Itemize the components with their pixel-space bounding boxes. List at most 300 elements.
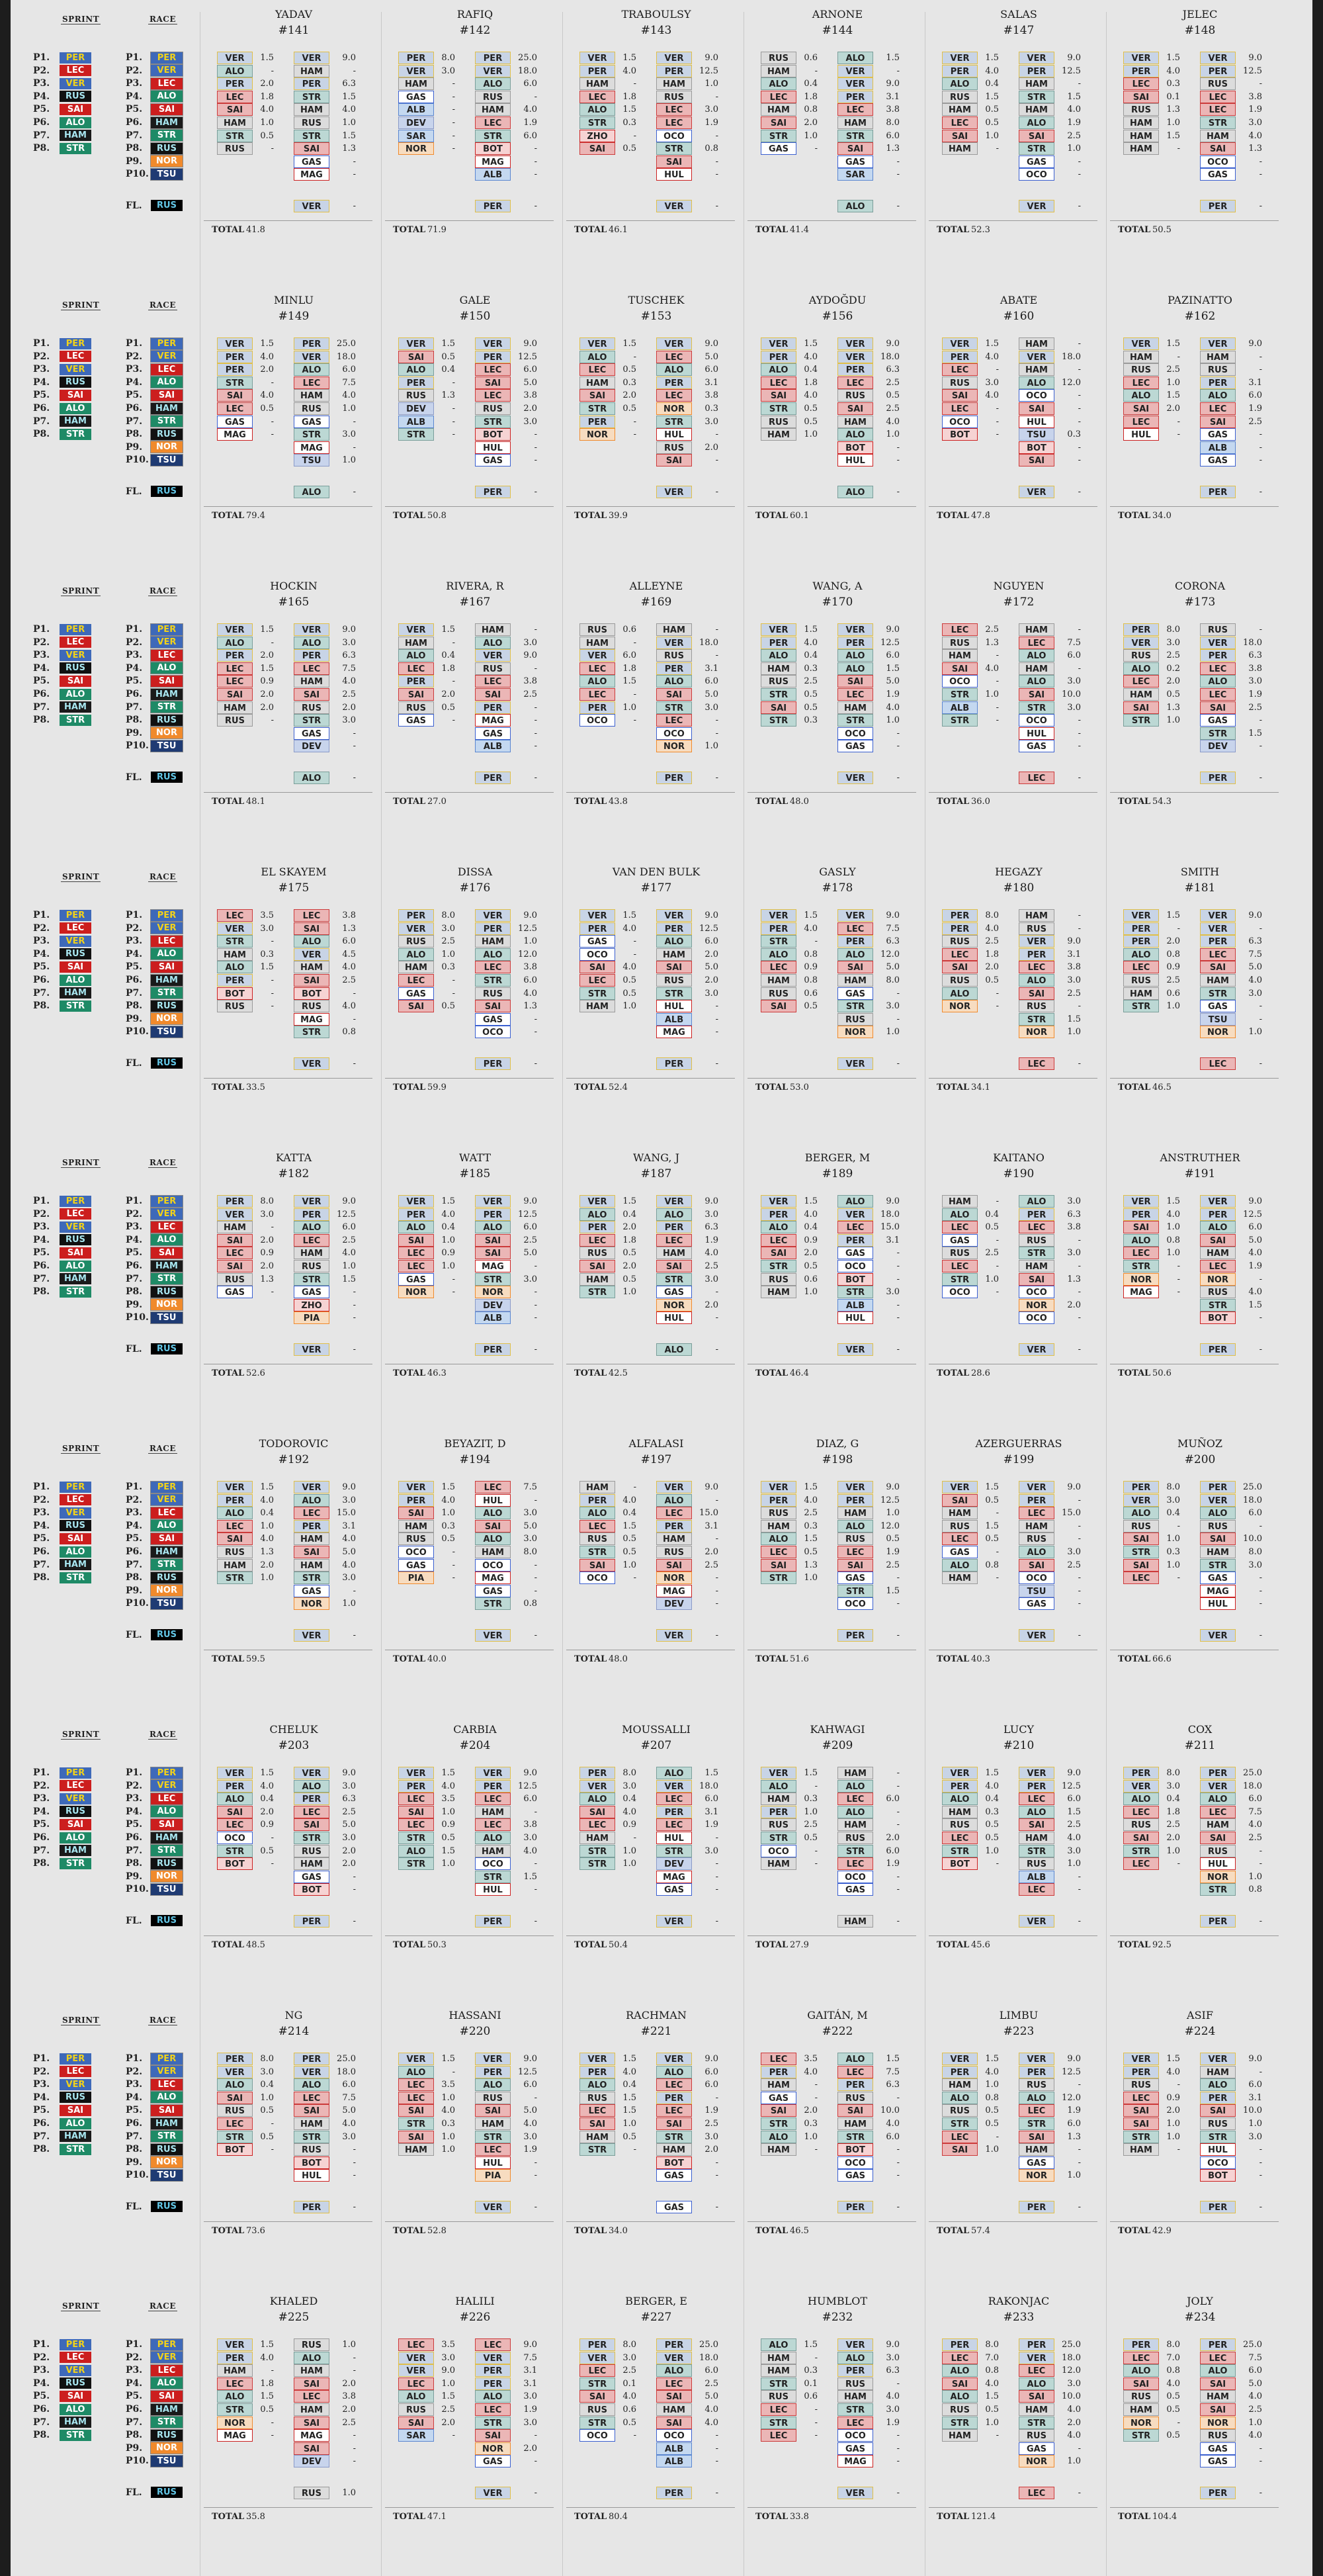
total-rule: [204, 2507, 372, 2508]
sprint-pick: SAI: [1123, 1832, 1159, 1844]
race-pick: HAM: [294, 103, 329, 116]
race-position-label: P4.: [126, 1234, 143, 1245]
total-label: TOTAL: [574, 511, 607, 521]
player-total: 42.5: [609, 1368, 628, 1379]
race-pick: ALO: [475, 1221, 511, 1233]
race-position-label: P9.: [126, 155, 143, 167]
race-pick: PER: [475, 351, 511, 363]
sprint-pick: ALO: [942, 1559, 978, 1572]
sprint-result-driver: ALO: [60, 1546, 91, 1558]
race-pick: OCO: [1019, 1311, 1054, 1324]
race-pick-points: 5.0: [1248, 1235, 1262, 1245]
sprint-pick-points: -: [271, 429, 274, 440]
sprint-pick-points: -: [452, 1274, 455, 1284]
sprint-pick-points: -: [996, 1196, 999, 1206]
fastest-lap-pick: VER: [1019, 486, 1054, 498]
race-pick-points: -: [896, 2157, 900, 2168]
race-pick: HAM: [294, 65, 329, 77]
sprint-pick-points: -: [996, 2430, 999, 2441]
race-result-driver: PER: [151, 52, 183, 64]
sprint-pick: VER: [398, 2364, 434, 2377]
race-pick-points: 6.0: [704, 676, 718, 687]
race-pick: GAS: [1019, 155, 1054, 168]
race-pick: VER: [294, 52, 329, 64]
sprint-pick-points: -: [996, 365, 999, 375]
sprint-pick: SAI: [942, 2143, 978, 2156]
race-pick: PER: [475, 922, 511, 935]
race-pick: GAS: [294, 155, 329, 168]
race-pick-points: 6.3: [1248, 936, 1262, 947]
race-pick: LEC: [837, 1221, 873, 1233]
race-pick: LEC: [656, 351, 692, 363]
total-rule: [385, 2507, 554, 2508]
race-pick-points: 3.0: [1067, 1547, 1081, 1557]
player-total: 45.6: [971, 1940, 990, 1951]
player-number: #223: [1003, 2025, 1035, 2038]
race-pick: GAS: [1019, 1597, 1054, 1610]
race-pick-points: 1.9: [523, 2145, 537, 2155]
race-position-label: P7.: [126, 1845, 143, 1856]
race-pick-points: 3.0: [886, 1287, 900, 1298]
sprint-pick-points: -: [452, 91, 455, 102]
race-pick-points: 2.5: [342, 1235, 356, 1245]
fastest-lap-pick: GAS: [656, 2201, 692, 2213]
sprint-pick-points: 9.0: [441, 2366, 455, 2376]
sprint-pick: VER: [398, 1195, 434, 1208]
race-pick-points: 7.5: [1248, 1806, 1262, 1817]
race-pick-points: -: [1078, 1585, 1081, 1596]
race-pick: SAI: [475, 1247, 511, 1259]
race-pick: ALO: [1200, 2078, 1236, 2091]
race-pick: NOR: [1200, 1871, 1236, 1883]
sprint-pick: HAM: [942, 2429, 978, 2442]
player-total: 52.6: [246, 1368, 265, 1379]
fastest-lap-driver: RUS: [151, 2201, 183, 2212]
race-pick-points: 18.0: [1062, 351, 1081, 362]
sprint-pick-points: 0.5: [1166, 2405, 1180, 2415]
race-pick: VER: [475, 1195, 511, 1208]
race-pick-points: 4.0: [342, 676, 356, 687]
race-pick: ALO: [837, 662, 873, 675]
sprint-pick: HAM: [942, 1572, 978, 1584]
race-pick: LEC: [656, 2377, 692, 2390]
sprint-pick: VER: [398, 337, 434, 350]
player-number: #185: [459, 1167, 491, 1180]
race-pick-points: -: [1078, 1001, 1081, 1012]
sprint-position-label: P5.: [33, 1247, 50, 1259]
sprint-pick-points: 1.5: [441, 339, 455, 349]
race-pick-points: 1.5: [523, 1871, 537, 1882]
sprint-pick-points: -: [1177, 1274, 1180, 1284]
sprint-pick: STR: [1123, 1845, 1159, 1857]
sprint-pick: ALO: [1123, 389, 1159, 402]
race-pick-points: 6.0: [523, 365, 537, 375]
sprint-pick: PER: [217, 1780, 253, 1793]
race-result-driver: VER: [151, 2066, 183, 2077]
race-pick: VER: [294, 351, 329, 363]
race-pick-points: 1.5: [704, 1768, 718, 1778]
sprint-pick-points: 1.5: [804, 1482, 818, 1492]
sprint-pick-points: -: [1177, 1261, 1180, 1271]
race-pick-points: 6.0: [523, 1794, 537, 1804]
sprint-pick-points: 1.8: [804, 91, 818, 102]
race-pick: HAM: [1019, 2143, 1054, 2156]
race-pick-points: 1.0: [342, 404, 356, 414]
race-pick-points: -: [896, 2170, 900, 2181]
sprint-pick-points: 4.0: [622, 2391, 636, 2402]
sprint-pick: SAI: [398, 2104, 434, 2117]
race-pick-points: -: [353, 2352, 356, 2363]
sprint-pick-points: 1.5: [441, 2391, 455, 2402]
race-pick-points: 4.0: [523, 1845, 537, 1856]
race-pick-points: 2.0: [342, 1845, 356, 1856]
race-pick-points: -: [353, 728, 356, 738]
fastest-lap-points: -: [353, 200, 356, 211]
race-pick-points: 10.0: [880, 2106, 900, 2116]
race-pick-points: 1.0: [342, 1261, 356, 1271]
player-name: KAHWAGI: [810, 1723, 865, 1736]
race-pick-points: 18.0: [1243, 1781, 1262, 1791]
race-pick-points: 4.0: [886, 2119, 900, 2129]
fastest-lap-pick: PER: [294, 2201, 329, 2213]
race-result-driver: HAM: [151, 975, 183, 986]
sprint-pick-points: 1.5: [804, 910, 818, 920]
sprint-pick: HAM: [1123, 142, 1159, 155]
fastest-lap-points: -: [715, 1058, 718, 1069]
sprint-pick: RUS: [1123, 103, 1159, 116]
fastest-lap-points: -: [896, 1916, 900, 1926]
sprint-position-label: P8.: [33, 1000, 50, 1012]
sprint-pick-points: -: [996, 144, 999, 154]
race-pick-points: 12.5: [518, 923, 537, 934]
race-pick-points: 25.0: [337, 339, 356, 349]
fastest-lap-points: -: [1078, 1344, 1081, 1355]
sprint-pick: HAM: [761, 2078, 796, 2091]
fastest-lap-label: FL.: [126, 772, 142, 783]
sprint-position-label: P7.: [33, 416, 50, 427]
sprint-pick: SAR: [398, 130, 434, 142]
sprint-pick: ALO: [579, 1793, 615, 1805]
sprint-pick-points: 1.5: [622, 1521, 636, 1531]
total-label: TOTAL: [1118, 797, 1151, 807]
race-pick: RUS: [475, 662, 511, 675]
race-pick: SAI: [837, 402, 873, 415]
race-position-label: P8.: [126, 1286, 143, 1298]
race-position-label: P7.: [126, 987, 143, 999]
score-block: [11, 2287, 1312, 2573]
race-pick: SAI: [656, 2117, 692, 2130]
race-pick: NOR: [1019, 2455, 1054, 2467]
sprint-pick: PER: [761, 637, 796, 649]
race-pick: LEC: [294, 377, 329, 389]
race-pick: SAI: [837, 2104, 873, 2117]
race-pick-points: 3.0: [342, 1781, 356, 1791]
race-pick: PER: [656, 922, 692, 935]
race-pick-points: -: [353, 2145, 356, 2155]
race-pick-points: -: [896, 1599, 900, 1609]
sprint-position-label: P7.: [33, 130, 50, 141]
race-pick-points: 1.5: [342, 130, 356, 141]
sprint-pick-points: 3.0: [622, 2352, 636, 2363]
sprint-pick: LEC: [942, 2131, 978, 2143]
player-name: RAFIQ: [456, 8, 493, 21]
total-label: TOTAL: [937, 1083, 970, 1093]
race-pick-points: 3.0: [1067, 1845, 1081, 1856]
sprint-position-label: P2.: [33, 2352, 50, 2363]
sprint-pick: SAI: [942, 2377, 978, 2390]
sprint-position-label: P3.: [33, 1507, 50, 1519]
race-pick: PER: [656, 2338, 692, 2351]
sprint-pick: PER: [761, 351, 796, 363]
race-header: RACE: [149, 872, 176, 881]
player-total: 73.6: [246, 2226, 265, 2237]
race-pick: GAS: [837, 2169, 873, 2182]
sprint-pick: ALO: [579, 1208, 615, 1221]
player-total: 40.0: [427, 1654, 447, 1665]
sprint-pick: SAI: [942, 662, 978, 675]
fastest-lap-driver: RUS: [151, 1343, 183, 1355]
sprint-pick: RUS: [1123, 1520, 1159, 1532]
race-pick-points: 1.9: [1248, 1261, 1262, 1271]
fastest-lap-label: FL.: [126, 1343, 142, 1355]
race-pick: GAS: [294, 727, 329, 740]
sprint-position-label: P2.: [33, 1208, 50, 1220]
sprint-pick-points: 1.0: [622, 1560, 636, 1570]
race-position-label: P1.: [126, 338, 143, 349]
sprint-pick-points: 1.3: [260, 1274, 274, 1284]
race-pick-points: 4.0: [704, 2405, 718, 2415]
total-label: TOTAL: [212, 797, 245, 807]
sprint-pick: STR: [942, 1273, 978, 1286]
sprint-pick-points: 4.0: [985, 1781, 999, 1791]
race-pick: HAM: [837, 974, 873, 987]
sprint-pick: VER: [579, 649, 615, 662]
race-pick: VER: [1200, 1780, 1236, 1793]
race-pick-points: -: [1078, 79, 1081, 89]
fastest-lap-driver: RUS: [151, 1629, 183, 1640]
race-position-label: P9.: [126, 727, 143, 738]
sprint-pick: RUS: [579, 1247, 615, 1259]
race-pick: ALO: [656, 1767, 692, 1779]
race-pick: HAM: [294, 2364, 329, 2377]
sprint-pick: SAI: [1123, 2377, 1159, 2390]
race-result-driver: VER: [151, 351, 183, 362]
race-pick: GAS: [475, 1013, 511, 1026]
race-pick: LEC: [475, 1818, 511, 1831]
fastest-lap-driver: RUS: [151, 200, 183, 211]
total-label: TOTAL: [393, 1083, 426, 1093]
race-pick-points: 6.0: [523, 1222, 537, 1233]
sprint-result-driver: RUS: [60, 1234, 91, 1245]
sprint-pick-points: 2.0: [804, 2106, 818, 2116]
sprint-pick: STR: [1123, 714, 1159, 727]
sprint-pick: SAI: [217, 1806, 253, 1818]
fastest-lap-points: -: [353, 2201, 356, 2212]
sprint-pick: SAI: [1123, 1532, 1159, 1545]
race-pick-points: -: [353, 1014, 356, 1024]
sprint-pick: RUS: [761, 1273, 796, 1286]
sprint-pick: OCO: [579, 948, 615, 961]
sprint-pick-points: 1.5: [260, 625, 274, 635]
race-result-driver: NOR: [151, 155, 183, 167]
player-number: #191: [1184, 1167, 1216, 1180]
race-pick: STR: [1200, 1559, 1236, 1572]
race-pick-points: -: [534, 2430, 537, 2441]
sprint-pick-points: -: [996, 1508, 999, 1519]
sprint-pick: RUS: [217, 1546, 253, 1558]
sprint-pick-points: 1.5: [622, 339, 636, 349]
sprint-pick: VER: [398, 2352, 434, 2364]
total-label: TOTAL: [755, 2226, 789, 2237]
race-header: RACE: [149, 1730, 176, 1739]
sprint-pick-points: 1.5: [622, 1196, 636, 1206]
race-pick-points: -: [896, 1573, 900, 1583]
race-pick-points: -: [353, 2456, 356, 2467]
race-pick: HAM: [1200, 130, 1236, 142]
race-pick: STR: [294, 130, 329, 142]
sprint-pick: LEC: [579, 1818, 615, 1831]
sprint-pick-points: 2.5: [985, 936, 999, 947]
race-pick: HAM: [837, 1818, 873, 1831]
race-pick: STR: [475, 1597, 511, 1610]
race-pick-points: 12.5: [880, 637, 900, 648]
player-name: LIMBU: [999, 2009, 1039, 2021]
race-pick-points: 1.0: [886, 1027, 900, 1038]
race-pick: SAI: [837, 961, 873, 973]
race-pick: ALO: [1019, 2377, 1054, 2390]
sprint-pick: BOT: [942, 428, 978, 441]
sprint-pick-points: 0.4: [260, 1794, 274, 1804]
fastest-lap-pick: LEC: [1019, 772, 1054, 784]
fastest-lap-points: -: [896, 772, 900, 783]
sprint-pick: NOR: [398, 142, 434, 155]
sprint-pick-points: 0.5: [1166, 2430, 1180, 2441]
race-pick: PER: [475, 701, 511, 714]
race-pick-points: 5.0: [704, 351, 718, 362]
sprint-pick: OCO: [579, 714, 615, 727]
race-pick-points: 12.5: [518, 351, 537, 362]
race-pick: ALO: [1200, 1793, 1236, 1805]
sprint-result-driver: VER: [60, 1507, 91, 1519]
race-pick: LEC: [294, 1507, 329, 1519]
fastest-lap-pick: PER: [475, 1915, 511, 1928]
race-pick-points: 3.1: [886, 91, 900, 102]
sprint-pick-points: 0.5: [804, 1001, 818, 1012]
total-label: TOTAL: [937, 2512, 970, 2522]
fastest-lap-label: FL.: [126, 200, 142, 211]
race-pick: VER: [475, 649, 511, 662]
race-pick: LEC: [1019, 1793, 1054, 1805]
race-pick-points: 4.0: [1067, 2405, 1081, 2415]
sprint-position-label: P8.: [33, 2144, 50, 2155]
player-name: WATT: [459, 1151, 491, 1164]
sprint-pick: LEC: [942, 1532, 978, 1545]
total-label: TOTAL: [393, 225, 426, 236]
sprint-pick: LEC: [942, 948, 978, 961]
race-pick-points: 1.5: [1248, 1300, 1262, 1310]
race-position-label: P7.: [126, 2131, 143, 2142]
fastest-lap-pick: RUS: [294, 2487, 329, 2499]
sprint-pick: HAM: [1123, 688, 1159, 701]
player-name: GAITÁN, M: [807, 2009, 868, 2021]
sprint-pick: STR: [579, 2143, 615, 2156]
race-pick-points: 2.5: [1067, 130, 1081, 141]
race-pick-points: 6.0: [886, 650, 900, 661]
race-pick: SAI: [656, 155, 692, 168]
race-pick: HAM: [656, 2403, 692, 2416]
race-pick-points: 1.3: [523, 1001, 537, 1012]
sprint-pick-points: 1.0: [1166, 2119, 1180, 2129]
player-number: #148: [1184, 24, 1216, 37]
sprint-pick-points: 2.0: [622, 1222, 636, 1233]
sprint-pick-points: 4.0: [260, 390, 274, 401]
sprint-pick-points: 2.5: [441, 936, 455, 947]
sprint-position-label: P4.: [33, 1806, 50, 1817]
race-pick-points: -: [1259, 1313, 1262, 1323]
sprint-position-label: P2.: [33, 65, 50, 76]
sprint-pick: LEC: [761, 961, 796, 973]
sprint-pick: HAM: [761, 1857, 796, 1870]
race-pick: LEC: [1019, 2364, 1054, 2377]
sprint-position-label: P7.: [33, 1559, 50, 1570]
race-result-driver: RUS: [151, 2144, 183, 2155]
sprint-pick-points: -: [1177, 1859, 1180, 1869]
race-pick-points: 6.0: [342, 2080, 356, 2090]
sprint-result-driver: RUS: [60, 91, 91, 102]
race-pick: OCO: [1200, 155, 1236, 168]
race-pick: STR: [1019, 142, 1054, 155]
sprint-pick: STR: [761, 714, 796, 727]
sprint-result-driver: SAI: [60, 390, 91, 401]
sprint-pick: ALO: [579, 2078, 615, 2091]
sprint-position-label: P1.: [33, 1767, 50, 1778]
sprint-pick: LEC: [1123, 377, 1159, 389]
race-pick: NOR: [656, 740, 692, 752]
sprint-pick-points: 0.8: [804, 975, 818, 985]
sprint-pick-points: 2.0: [260, 650, 274, 661]
race-position-label: P10.: [126, 740, 149, 752]
sprint-pick: ALO: [761, 1221, 796, 1233]
race-pick-points: 3.0: [342, 1573, 356, 1583]
sprint-pick-points: 0.3: [441, 962, 455, 973]
player-total: 33.8: [790, 2512, 809, 2522]
sprint-pick-points: 0.8: [804, 105, 818, 115]
sprint-result-driver: PER: [60, 338, 91, 349]
sprint-pick: LEC: [398, 1260, 434, 1272]
race-pick-points: -: [1259, 2145, 1262, 2155]
sprint-pick: GAS: [761, 142, 796, 155]
player-total: 35.8: [246, 2512, 265, 2522]
race-pick-points: 5.0: [886, 676, 900, 687]
race-pick-points: 0.8: [704, 144, 718, 154]
race-result-driver: TSU: [151, 1884, 183, 1895]
race-pick: PER: [837, 363, 873, 376]
race-position-label: P5.: [126, 2391, 143, 2402]
race-pick-points: 12.5: [1243, 1209, 1262, 1220]
total-label: TOTAL: [574, 1654, 607, 1665]
player-total: 53.0: [790, 1083, 809, 1093]
race-pick: RUS: [294, 2338, 329, 2351]
race-pick-points: 1.0: [342, 2340, 356, 2350]
fastest-lap-pick: VER: [1019, 1343, 1054, 1356]
race-pick-points: 12.5: [699, 66, 718, 76]
race-pick-points: 2.5: [704, 2119, 718, 2129]
total-rule: [204, 1935, 372, 1936]
sprint-pick-points: -: [996, 1001, 999, 1012]
player-total: 27.9: [790, 1940, 809, 1951]
race-pick-points: -: [353, 2170, 356, 2181]
sprint-pick: LEC: [942, 363, 978, 376]
